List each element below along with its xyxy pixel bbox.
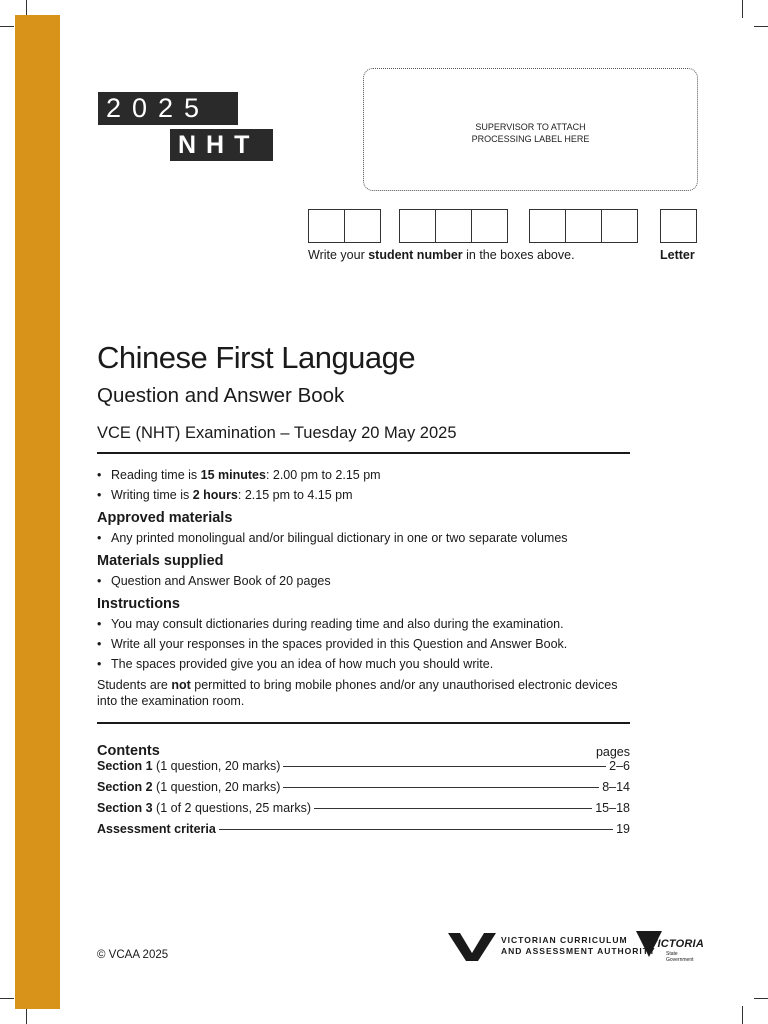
- copyright: © VCAA 2025: [97, 949, 169, 961]
- student-number-group: [308, 209, 380, 243]
- student-number-box[interactable]: [471, 209, 508, 243]
- student-number-box[interactable]: [529, 209, 566, 243]
- student-number-note: Write your student number in the boxes above.: [308, 248, 575, 262]
- crop-mark: [0, 998, 14, 999]
- vcaa-logo: [448, 931, 656, 961]
- contents-pages: 19: [616, 822, 630, 836]
- reading-time: • Reading time is 15 minutes: 2.00 pm to 2.15 pm: [97, 466, 637, 486]
- writing-time: • Writing time is 2 hours: 2.15 pm to 4.15 pm: [97, 486, 637, 506]
- approved-materials-heading: Approved materials: [97, 510, 233, 526]
- contents-pages: 8–14: [602, 780, 630, 794]
- label-box-line: PROCESSING LABEL HERE: [471, 134, 590, 144]
- contents-heading: Contents: [97, 743, 160, 759]
- materials-supplied-heading: Materials supplied: [97, 553, 224, 569]
- instruction-item: • Write all your responses in the spaces provided in this Question and Answer Book.: [97, 635, 637, 655]
- crop-mark: [754, 26, 768, 27]
- contents-row: Assessment criteria 19: [97, 822, 630, 836]
- approved-item: • Any printed monolingual and/or bilingual dictionary in one or two separate volumes: [97, 529, 637, 549]
- contents-pages: 15–18: [595, 801, 630, 815]
- student-number-group: [399, 209, 506, 243]
- student-number-box[interactable]: [399, 209, 436, 243]
- crop-mark: [742, 0, 743, 18]
- instruction-item: • The spaces provided give you an idea of how much you should write.: [97, 655, 637, 675]
- accent-bar: [15, 15, 60, 1009]
- contents-row: Section 1 (1 question, 20 marks) 2–6: [97, 759, 630, 773]
- student-number-box[interactable]: [565, 209, 602, 243]
- label-box-line: SUPERVISOR TO ATTACH: [475, 122, 586, 132]
- vcaa-chevron-icon: [448, 931, 496, 961]
- exam-date-line: VCE (NHT) Examination – Tuesday 20 May 2025: [97, 424, 457, 442]
- page-subtitle: Question and Answer Book: [97, 384, 345, 407]
- contents-row: Section 3 (1 of 2 questions, 25 marks) 15–18: [97, 801, 630, 815]
- crop-mark: [742, 1006, 743, 1024]
- letter-label: Letter: [660, 248, 695, 262]
- divider: [97, 722, 630, 724]
- letter-box[interactable]: [660, 209, 697, 243]
- contents-pages: 2–6: [609, 759, 630, 773]
- contents-header: [97, 738, 630, 759]
- student-number-group: [529, 209, 636, 243]
- exam-details: [97, 466, 637, 709]
- vcaa-text-line: VICTORIAN CURRICULUM: [501, 935, 628, 945]
- crop-mark: [754, 998, 768, 999]
- page-title: Chinese First Language: [97, 340, 416, 375]
- contents-row: Section 2 (1 question, 20 marks) 8–14: [97, 780, 630, 794]
- crop-mark: [0, 26, 14, 27]
- processing-label-area: [363, 68, 698, 191]
- devices-note: Students are not permitted to bring mobile phones and/or any unauthorised electronic devices into the examination room.: [97, 678, 618, 708]
- student-number-box[interactable]: [435, 209, 472, 243]
- year-badge: 2025: [98, 92, 238, 125]
- instructions-heading: Instructions: [97, 596, 180, 612]
- letter-group: [660, 209, 696, 243]
- supplied-item: • Question and Answer Book of 20 pages: [97, 572, 637, 592]
- student-number-box[interactable]: [601, 209, 638, 243]
- victoria-logo-subtext: State Government: [666, 951, 694, 963]
- student-number-box[interactable]: [308, 209, 345, 243]
- instruction-item: • You may consult dictionaries during reading time and also during the examination.: [97, 615, 637, 635]
- pages-label: pages: [595, 745, 630, 759]
- contents-table: [97, 738, 630, 843]
- edition-badge: NHT: [170, 129, 273, 161]
- student-number-box[interactable]: [344, 209, 381, 243]
- vcaa-text-line: AND ASSESSMENT AUTHORITY: [501, 946, 656, 956]
- victoria-logo-text: VICTORIA: [650, 938, 704, 950]
- divider: [97, 452, 630, 454]
